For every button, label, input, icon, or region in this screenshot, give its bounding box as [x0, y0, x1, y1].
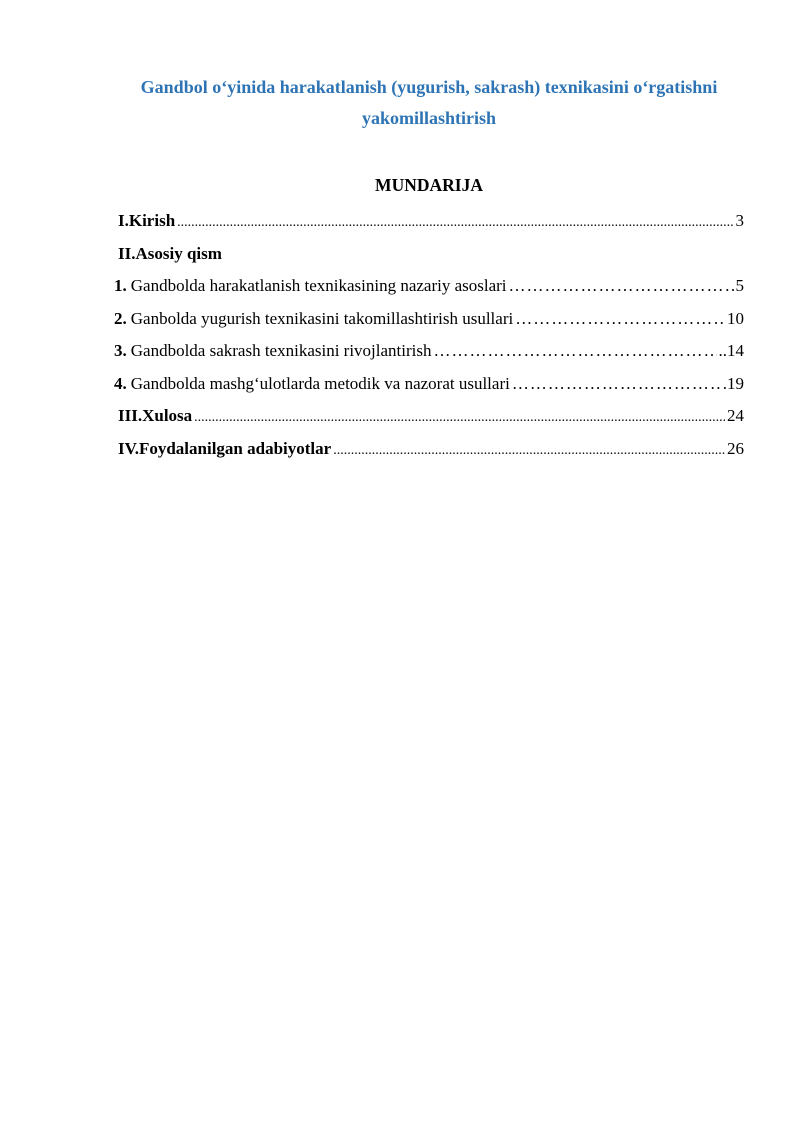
- toc-dot-leader: [333, 435, 725, 467]
- toc-entry-label: Gandbolda sakrash texnikasini rivojlantirish: [130, 341, 432, 360]
- toc-dot-leader: [512, 368, 721, 402]
- toc-entry-kirish[interactable]: [114, 205, 744, 238]
- document-title: Gandbol o‘yinida harakatlanish (yugurish, sakrash) texnikasini o‘rgatishni yakomillashtirish: [140, 77, 718, 128]
- toc-entry-label: II.Asosiy qism: [118, 243, 222, 263]
- toc-entry-label: Gandbolda mashg‘ulotlarda metodik va nazorat usullari: [130, 373, 510, 393]
- toc-entry-asosiy-qism[interactable]: [114, 238, 744, 271]
- toc-entry-number: 2.: [114, 308, 127, 328]
- toc-entry-number: 4.: [114, 373, 127, 393]
- toc-entry-page: 24: [727, 406, 744, 425]
- toc-entry-page: 10: [727, 308, 744, 328]
- toc-dot-leader: [509, 270, 734, 304]
- toc-dot-leader: [177, 207, 733, 239]
- toc-entry-page: 26: [727, 438, 744, 458]
- toc-entry-section-3[interactable]: [114, 335, 744, 368]
- table-of-contents: [114, 205, 744, 465]
- toc-entry-section-4[interactable]: [114, 368, 744, 401]
- toc-entry-label: I.Kirish: [118, 211, 176, 230]
- toc-entry-label: Gandbolda harakatlanish texnikasining nazariy asoslari: [130, 276, 507, 295]
- toc-entry-page: .19: [722, 373, 744, 393]
- toc-entry-page: ..14: [718, 341, 744, 360]
- toc-heading: MUNDARIJA: [375, 175, 483, 195]
- toc-entry-section-1[interactable]: [114, 270, 744, 303]
- document-page: [114, 72, 744, 458]
- toc-dot-leader: [434, 335, 717, 369]
- toc-entry-number: 1.: [114, 276, 127, 295]
- toc-dot-leader: [515, 303, 725, 337]
- toc-entry-label: Ganbolda yugurish texnikasini takomillashtirish usullari: [130, 308, 514, 328]
- toc-entry-label: IV.Foydalanilgan adabiyotlar: [118, 438, 332, 458]
- toc-entry-page: 5: [735, 276, 744, 295]
- toc-entry-section-2[interactable]: [114, 303, 744, 336]
- toc-entry-adabiyotlar[interactable]: [114, 433, 744, 466]
- toc-entry-label: III.Xulosa: [118, 406, 193, 425]
- toc-entry-page: 3: [735, 211, 744, 230]
- toc-entry-xulosa[interactable]: [114, 400, 744, 433]
- toc-dot-leader: [194, 402, 725, 434]
- toc-entry-number: 3.: [114, 341, 127, 360]
